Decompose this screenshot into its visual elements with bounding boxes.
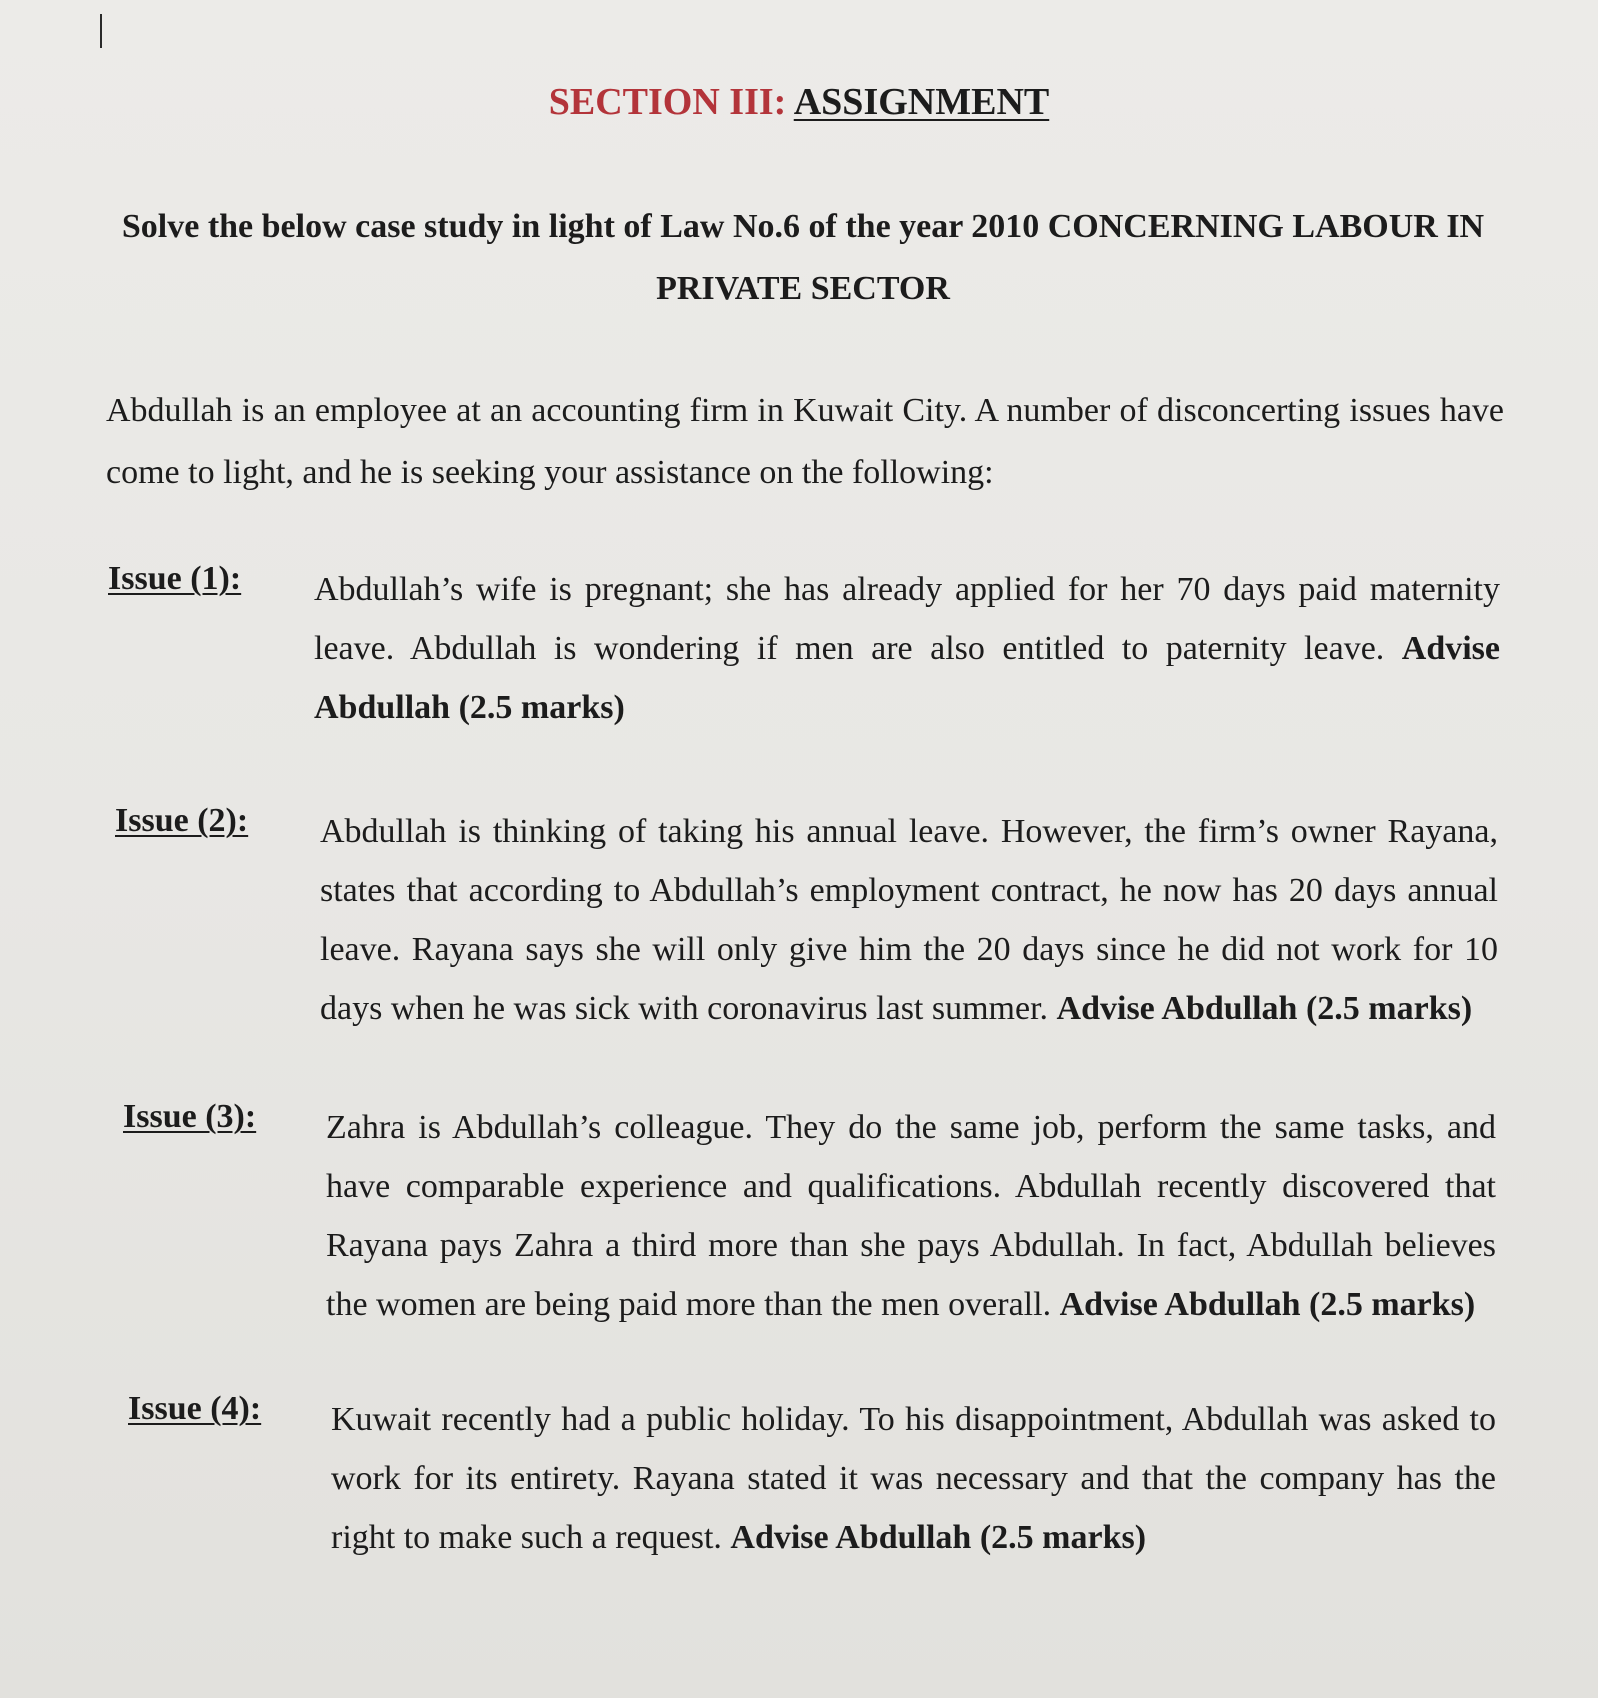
issue-text xyxy=(314,560,1500,737)
issue-advice: Advise Abdullah (2.5 marks) xyxy=(1056,990,1473,1027)
issue-advice: Advise Abdullah (2.5 marks) xyxy=(314,630,1500,726)
issue-label: Issue (2): xyxy=(115,802,249,839)
issue-body: Kuwait recently had a public holiday. To his disappointment, Abdullah was asked to work for its entirety. Rayana stated it was necessary and that the company has the right to make such a request. xyxy=(331,1401,1496,1556)
issue-advice: Advise Abdullah (2.5 marks) xyxy=(730,1519,1147,1556)
issue-body: Abdullah’s wife is pregnant; she has already applied for her 70 days paid maternity leave. Abdullah is wondering if men are also entitled to paternity leave. xyxy=(314,571,1500,667)
issue-text xyxy=(320,802,1498,1038)
issue-advice: Advise Abdullah (2.5 marks) xyxy=(1059,1286,1476,1323)
issue-text xyxy=(326,1098,1496,1334)
case-study-instruction: Solve the below case study in light of Law No.6 of the year 2010 CONCERNING LABOUR IN PRIVATE SECTOR xyxy=(121,208,1485,307)
issue-body: Abdullah is thinking of taking his annual leave. However, the firm’s owner Rayana, states that according to Abdullah’s employment contract, he now has 20 days annual leave. Rayana says she will only give him the 20 days since he did not work for 10 days when he was sick with coronavirus last summer. xyxy=(320,813,1498,1027)
issue-label: Issue (1): xyxy=(108,560,242,597)
section-title xyxy=(0,80,1598,124)
section-prefix: SECTION III: xyxy=(548,81,794,123)
issue-label: Issue (4): xyxy=(128,1390,262,1427)
issue-body: Zahra is Abdullah’s colleague. They do the same job, perform the same tasks, and have comparable experience and qualifications. Abdullah recently discovered that Rayana pays Zahra a third more than she pays Abdullah. In fact, Abdullah believes the women are being paid more than the men overall. xyxy=(326,1109,1496,1323)
text-cursor xyxy=(100,14,102,48)
issue-text xyxy=(331,1390,1496,1567)
intro-paragraph: Abdullah is an employee at an accounting firm in Kuwait City. A number of disconcerting issues have come to light, and he is seeking your assistance on the following: xyxy=(106,392,1504,491)
section-title-underlined: ASSIGNMENT xyxy=(793,81,1050,123)
issue-label: Issue (3): xyxy=(123,1098,257,1135)
